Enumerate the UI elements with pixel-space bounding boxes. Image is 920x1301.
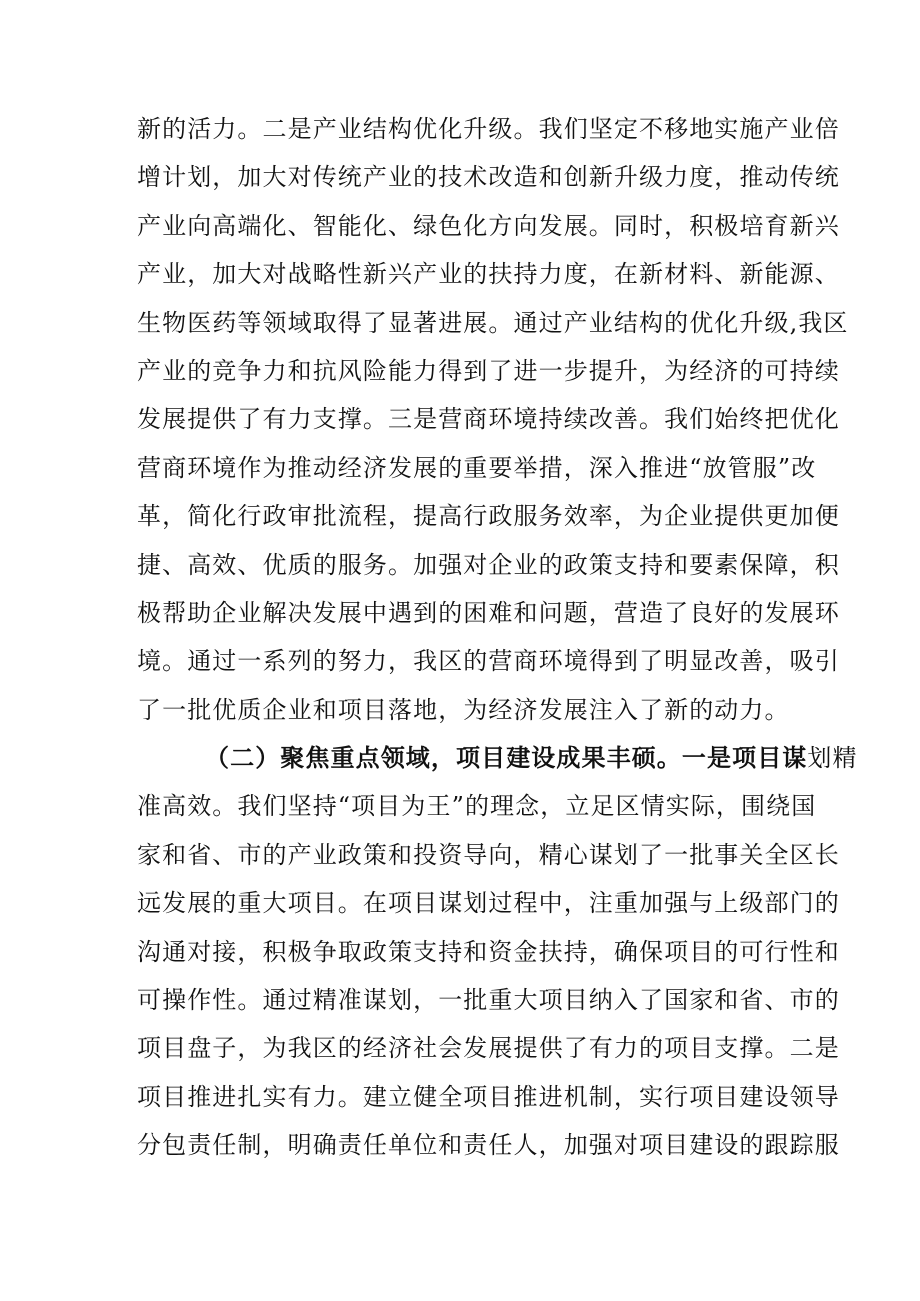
text-line: 生物医药等领域取得了显著进展。通过产业结构的优化升级,我区 [137,308,849,337]
text-line: 了一批优质企业和项目落地，为经济发展注入了新的动力。 [137,695,790,724]
text-line: 可操作性。通过精准谋划，一批重大项目纳入了国家和省、市的 [137,986,840,1015]
text-line: 极帮助企业解决发展中遇到的困难和问题，营造了良好的发展环 [137,598,840,627]
text-line: 革，简化行政审批流程，提高行政服务效率，为企业提供更加便 [137,502,840,531]
text-line: 分包责任制，明确责任单位和责任人，加强对项目建设的跟踪服 [137,1131,840,1160]
text-line: 项目推进扎实有力。建立健全项目推进机制，实行项目建设领导 [137,1082,840,1111]
text-line: 境。通过一系列的努力，我区的营商环境得到了明显改善，吸引 [137,647,840,676]
text-line: 营商环境作为推动经济发展的重要举措，深入推进“放管服”改 [137,453,817,482]
section-heading-continuation: 划精 [807,744,858,773]
text-line: 发展提供了有力支撑。三是营商环境持续改善。我们始终把优化 [137,405,840,434]
text-line: 家和省、市的产业政策和投资导向，精心谋划了一批事关全区长 [137,840,840,869]
text-line: 产业，加大对战略性新兴产业的扶持力度，在新材料、新能源、 [137,260,840,289]
text-line: 项目盘子，为我区的经济社会发展提供了有力的项目支撑。二是 [137,1034,840,1063]
text-line: 沟通对接，积极争取政策支持和资金扶持，确保项目的可行性和 [137,937,840,966]
section-heading: （二）聚焦重点领域，项目建设成果丰硕。一是项目谋 [205,744,808,773]
text-line: 产业向高端化、智能化、绿色化方向发展。同时，积极培育新兴 [137,211,840,240]
text-line: 捷、高效、优质的服务。加强对企业的政策支持和要素保障，积 [137,550,840,579]
text-line: 产业的竞争力和抗风险能力得到了进一步提升，为经济的可持续 [137,356,840,385]
text-line: 远发展的重大项目。在项目谋划过程中，注重加强与上级部门的 [137,889,840,918]
text-line: 准高效。我们坚持“项目为王”的理念，立足区情实际，围绕国 [137,792,817,821]
text-line: 增计划，加大对传统产业的技术改造和创新升级力度，推动传统 [137,163,840,192]
text-line: 新的活力。二是产业结构优化升级。我们坚定不移地实施产业倍 [137,115,840,143]
section-heading-line [137,734,920,782]
